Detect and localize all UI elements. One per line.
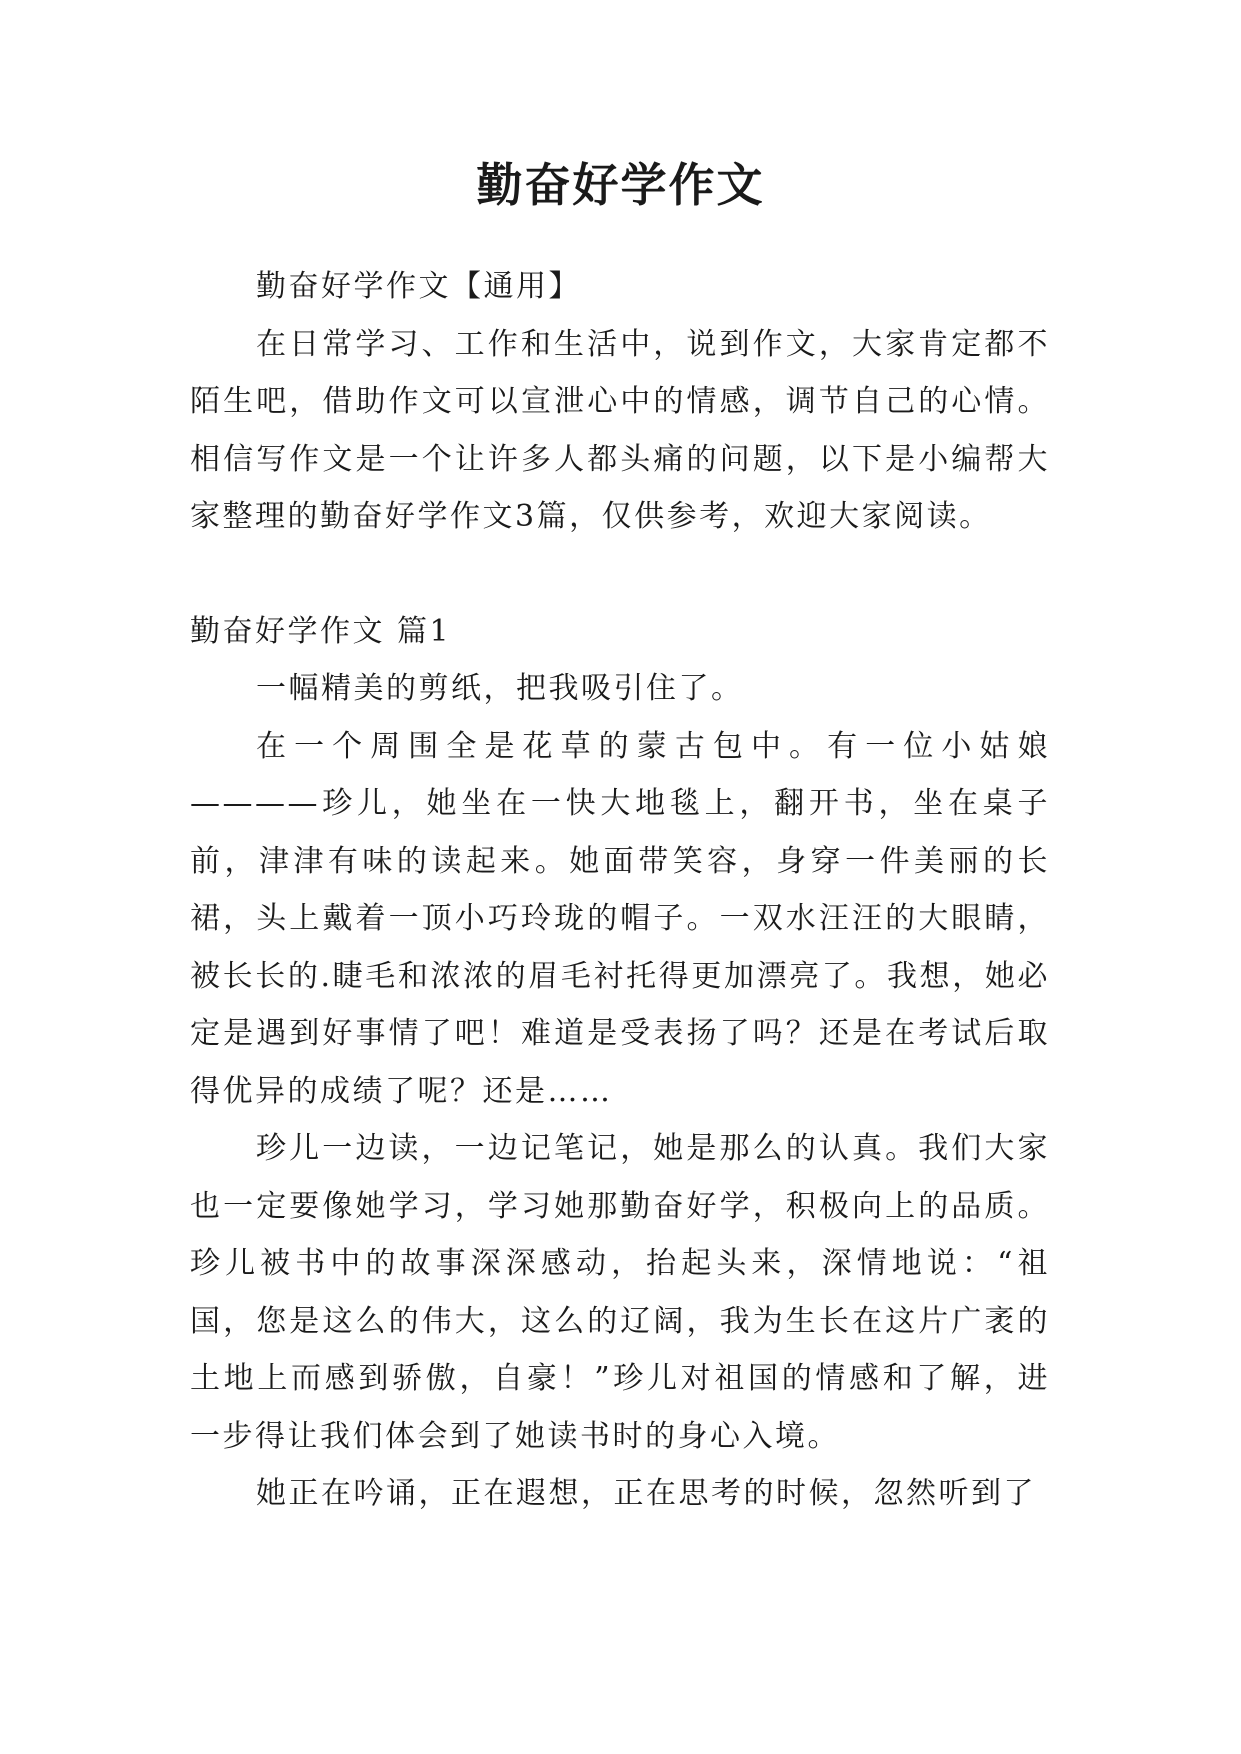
- body-paragraph: 珍儿一边读，一边记笔记，她是那么的认真。我们大家也一定要像她学习，学习她那勤奋好学，积极向上的品质。珍儿被书中的故事深深感动，抬起头来，深情地说：“祖国，您是这么的伟大，这么的辽阔，我为生长在这片广袤的土地上而感到骄傲，自豪！”珍儿对祖国的情感和了解，进一步得让我们体会到了她读书时的身心入境。: [190, 1131, 1050, 1454]
- subtitle-paragraph: 勤奋好学作文【通用】: [256, 269, 581, 304]
- body-paragraph: 她正在吟诵，正在遐想，正在思考的时候，忽然听到了: [256, 1476, 1036, 1511]
- document-body: [190, 258, 1050, 1523]
- document-title: 勤奋好学作文: [476, 158, 765, 212]
- body-paragraph: 在一个周围全是花草的蒙古包中。有一位小姑娘————珍儿，她坐在一快大地毯上，翻开书，坐在桌子前，津津有味的读起来。她面带笑容，身穿一件美丽的长裙，头上戴着一顶小巧玲珑的帽子。一双水汪汪的大眼睛，被长长的.睫毛和浓浓的眉毛衬托得更加漂亮了。我想，她必定是遇到好事情了吧！难道是受表扬了吗？还是在考试后取得优异的成绩了呢？还是……: [190, 728, 1050, 1109]
- intro-paragraph: 在日常学习、工作和生活中，说到作文，大家肯定都不陌生吧，借助作文可以宣泄心中的情感，调节自己的心情。相信写作文是一个让许多人都头痛的问题，以下是小编帮大家整理的勤奋好学作文3篇，仅供参考，欢迎大家阅读。: [190, 326, 1050, 534]
- section-heading: 勤奋好学作文 篇1: [190, 613, 452, 649]
- body-paragraph: 一幅精美的剪纸，把我吸引住了。: [256, 671, 744, 706]
